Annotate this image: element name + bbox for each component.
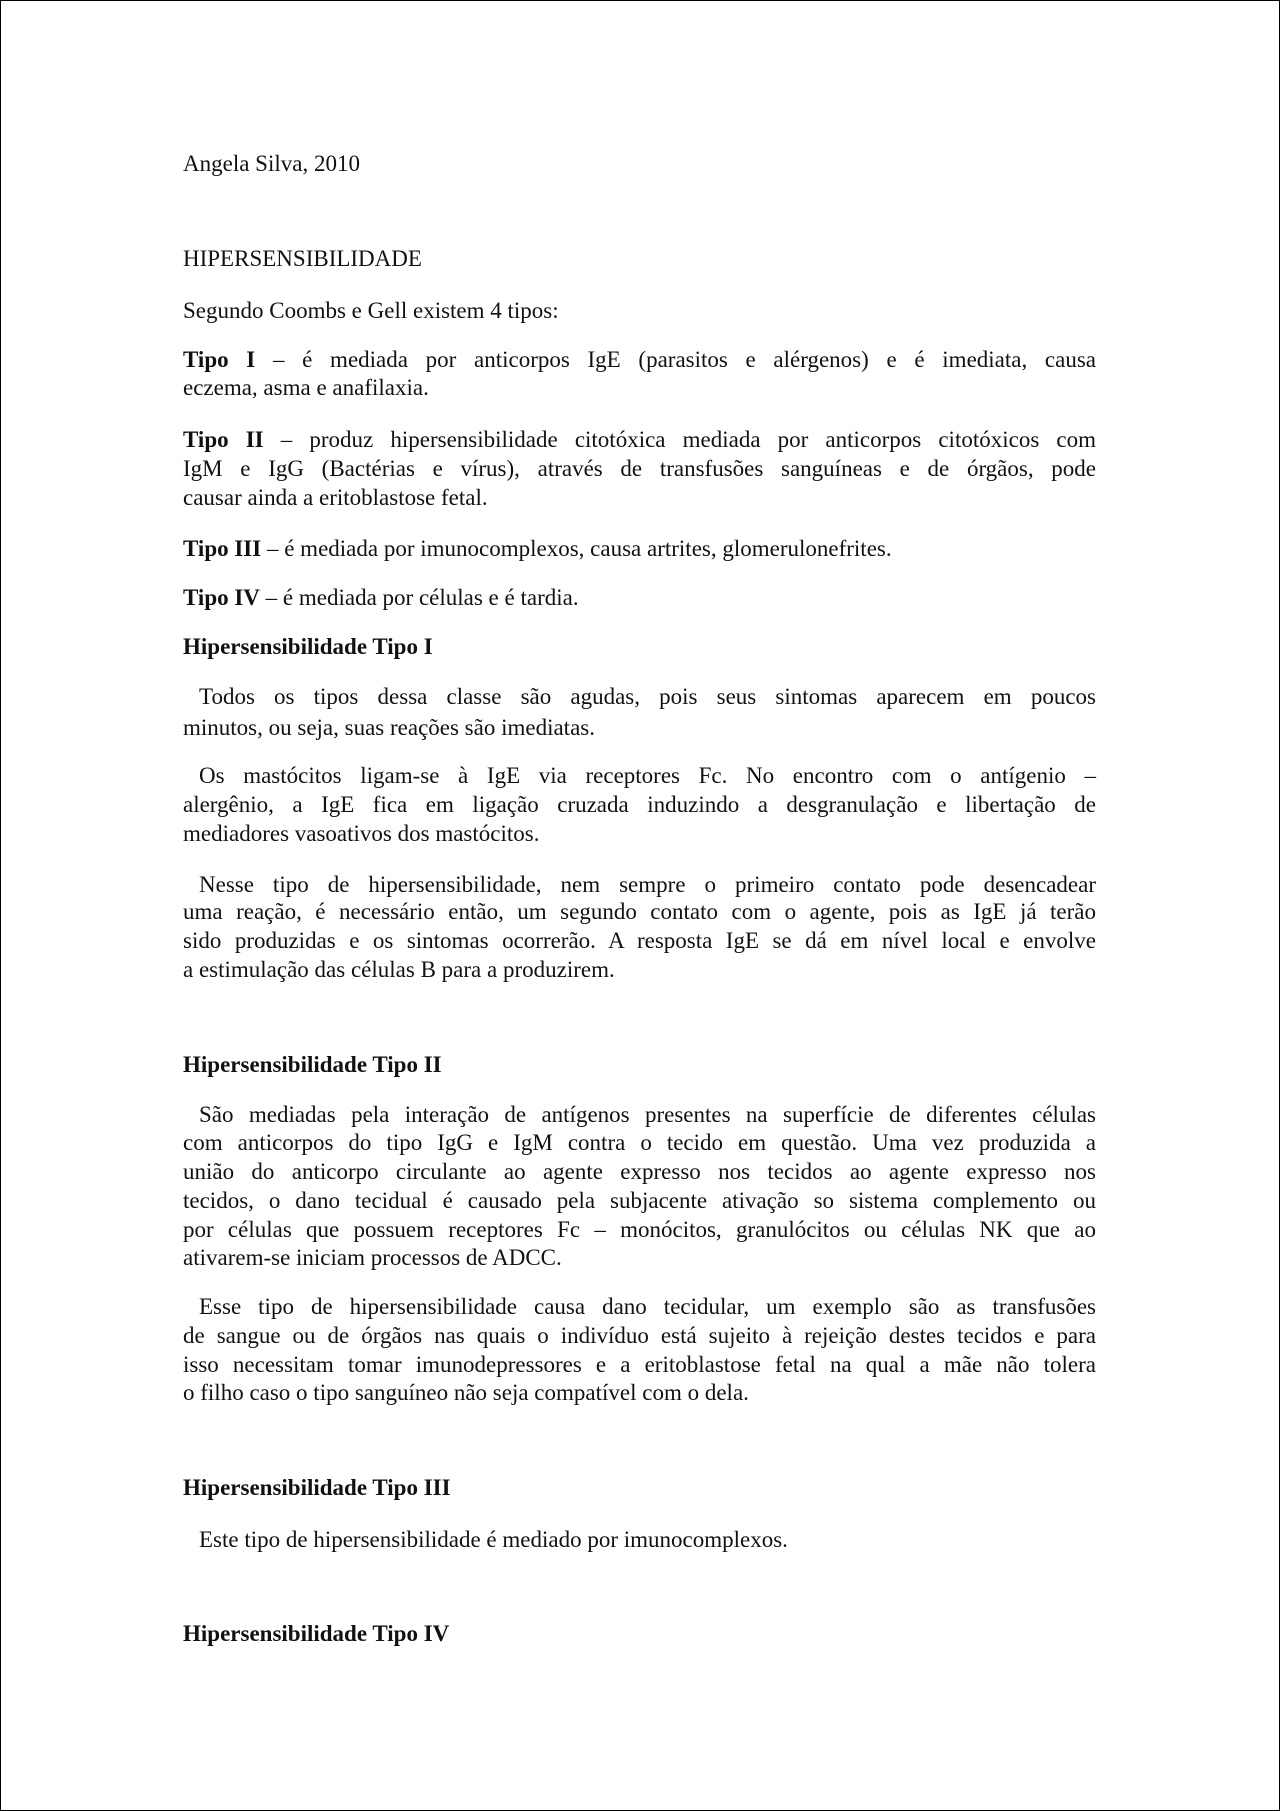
type-ii-line-2: IgM e IgG (Bactérias e vírus), através de transfusões sanguíneas e de órgãos, pode <box>183 456 1096 481</box>
paragraph-line: uma reação, é necessário então, um segundo contato com o agente, pois as IgE já terão <box>183 899 1096 924</box>
paragraph-line: tecidos, o dano tecidual é causado pela subjacente ativação so sistema complemento ou <box>183 1188 1096 1213</box>
type-iv-line: Tipo IV – é mediada por células e é tardia. <box>183 585 579 610</box>
paragraph-line: Os mastócitos ligam-se à IgE via receptores Fc. No encontro com o antígenio – <box>199 763 1096 788</box>
author-line: Angela Silva, 2010 <box>183 151 360 176</box>
paragraph-line: Este tipo de hipersensibilidade é mediado por imunocomplexos. <box>199 1527 788 1552</box>
paragraph-line: mediadores vasoativos dos mastócitos. <box>183 821 540 846</box>
paragraph-line: o filho caso o tipo sanguíneo não seja compatível com o dela. <box>183 1380 749 1405</box>
document-title: HIPERSENSIBILIDADE <box>183 246 422 271</box>
section-heading-tipo-iii: Hipersensibilidade Tipo III <box>183 1475 451 1500</box>
paragraph-line: ativarem-se iniciam processos de ADCC. <box>183 1245 562 1270</box>
paragraph-line: alergênio, a IgE fica em ligação cruzada induzindo a desgranulação e libertação de <box>183 792 1096 817</box>
section-heading-tipo-i: Hipersensibilidade Tipo I <box>183 634 433 659</box>
type-i-label: Tipo I <box>183 347 256 372</box>
paragraph-line: Esse tipo de hipersensibilidade causa dano tecidular, um exemplo são as transfusões <box>199 1294 1096 1319</box>
paragraph-line: minutos, ou seja, suas reações são imediatas. <box>183 715 595 740</box>
section-heading-tipo-ii: Hipersensibilidade Tipo II <box>183 1052 442 1077</box>
paragraph-line: por células que possuem receptores Fc – monócitos, granulócitos ou células NK que ao <box>183 1217 1096 1242</box>
type-i-line-2: eczema, asma e anafilaxia. <box>183 375 429 400</box>
paragraph-line: união do anticorpo circulante ao agente expresso nos tecidos ao agente expresso nos <box>183 1159 1096 1184</box>
intro-text: Segundo Coombs e Gell existem 4 tipos: <box>183 298 559 323</box>
paragraph-line: com anticorpos do tipo IgG e IgM contra o tecido em questão. Uma vez produzida a <box>183 1130 1096 1155</box>
type-iii-line: Tipo III – é mediada por imunocomplexos, causa artrites, glomerulonefrites. <box>183 536 892 561</box>
type-iii-label: Tipo III <box>183 536 262 561</box>
paragraph-line: sido produzidas e os sintomas ocorrerão. A resposta IgE se dá em nível local e envolve <box>183 928 1096 953</box>
type-ii-line-1: Tipo II – produz hipersensibilidade citotóxica mediada por anticorpos citotóxicos com <box>183 427 1096 452</box>
paragraph-line: Todos os tipos dessa classe são agudas, pois seus sintomas aparecem em poucos <box>199 684 1096 709</box>
paragraph-line: São mediadas pela interação de antígenos presentes na superfície de diferentes células <box>199 1102 1096 1127</box>
paragraph-line: de sangue ou de órgãos nas quais o indivíduo está sujeito à rejeição destes tecidos e para <box>183 1323 1096 1348</box>
section-heading-tipo-iv: Hipersensibilidade Tipo IV <box>183 1621 450 1646</box>
type-iv-label: Tipo IV <box>183 585 260 610</box>
type-i-line-1: Tipo I – é mediada por anticorpos IgE (parasitos e alérgenos) e é imediata, causa <box>183 347 1097 372</box>
paragraph-line: isso necessitam tomar imunodepressores e a eritoblastose fetal na qual a mãe não tolera <box>183 1352 1096 1377</box>
type-ii-label: Tipo II <box>183 427 264 452</box>
paragraph-line: a estimulação das células B para a produzirem. <box>183 957 615 982</box>
type-ii-line-3: causar ainda a eritoblastose fetal. <box>183 485 488 510</box>
paragraph-line: Nesse tipo de hipersensibilidade, nem sempre o primeiro contato pode desencadear <box>199 872 1096 897</box>
